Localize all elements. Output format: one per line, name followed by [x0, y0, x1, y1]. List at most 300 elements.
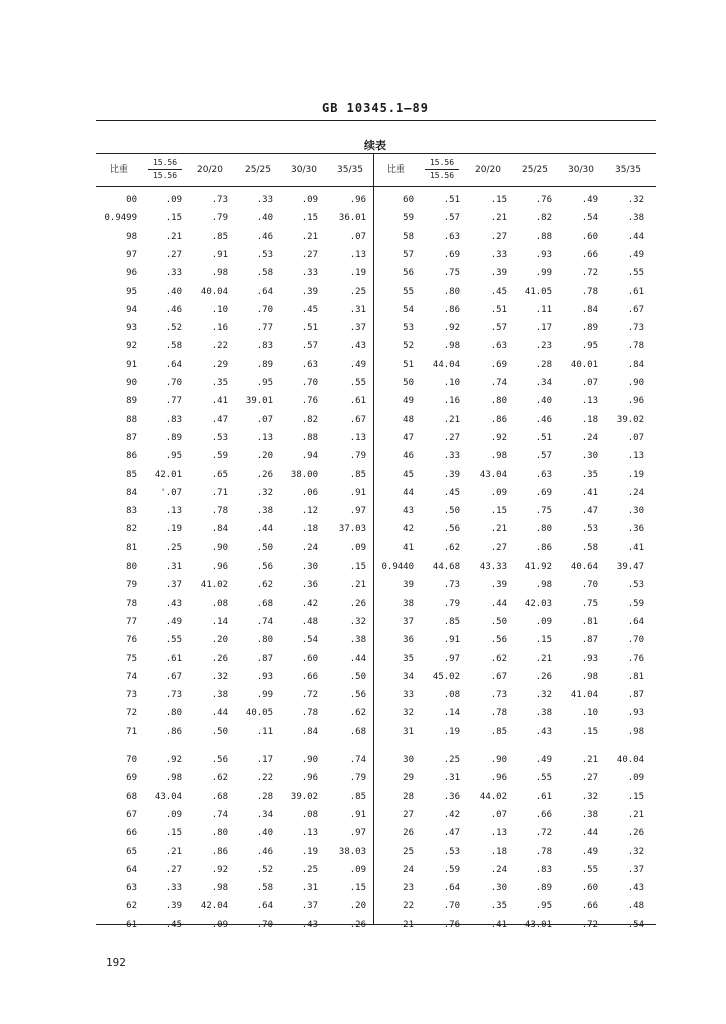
value-cell: .85: [349, 469, 366, 480]
value-cell: .18: [301, 524, 318, 535]
value-cell: .10: [443, 378, 460, 388]
value-cell: 42.01: [154, 469, 182, 480]
value-cell: .76: [535, 195, 552, 205]
value-cell: .22: [211, 341, 228, 352]
value-cell: 37.03: [338, 524, 366, 535]
value-cell: .47: [211, 414, 228, 425]
value-cell: .13: [349, 249, 366, 260]
value-cell: .74: [211, 809, 228, 820]
specific-gravity-cell: 76: [126, 635, 137, 646]
header-sg-right: 比重: [386, 165, 405, 175]
value-cell: .75: [443, 268, 460, 279]
value-cell: .19: [165, 524, 182, 535]
value-cell: 39.02: [290, 791, 318, 802]
value-cell: .85: [443, 616, 460, 627]
value-cell: .09: [301, 195, 318, 205]
value-cell: .55: [627, 268, 644, 279]
value-cell: .53: [581, 524, 598, 535]
value-cell: .49: [349, 359, 366, 370]
value-cell: .80: [535, 524, 552, 535]
specific-gravity-cell: 30: [403, 755, 414, 765]
table-top-rule: [96, 153, 656, 154]
value-cell: .70: [256, 304, 273, 315]
value-cell: .27: [490, 542, 507, 553]
value-cell: .54: [301, 635, 318, 646]
value-cell: .15: [165, 213, 182, 224]
value-cell: .97: [349, 828, 366, 839]
value-cell: .66: [301, 671, 318, 682]
value-cell: .93: [627, 708, 644, 719]
specific-gravity-cell: 37: [403, 616, 414, 627]
value-cell: .56: [443, 524, 460, 535]
value-cell: .90: [301, 755, 318, 765]
specific-gravity-cell: 65: [126, 846, 137, 857]
value-cell: .21: [443, 414, 460, 425]
specific-gravity-cell: 83: [126, 506, 137, 517]
value-cell: .31: [443, 773, 460, 784]
value-cell: .82: [301, 414, 318, 425]
value-cell: .32: [535, 690, 552, 701]
specific-gravity-cell: 89: [126, 396, 137, 407]
value-cell: .86: [211, 846, 228, 857]
value-cell: .88: [535, 231, 552, 242]
value-cell: .60: [581, 231, 598, 242]
specific-gravity-cell: 81: [126, 542, 137, 553]
value-cell: .11: [535, 304, 552, 315]
value-cell: .87: [627, 690, 644, 701]
value-cell: .73: [490, 690, 507, 701]
value-cell: .53: [443, 846, 460, 857]
specific-gravity-cell: 0.9440: [381, 562, 414, 572]
value-cell: .68: [349, 726, 366, 737]
value-cell: .48: [627, 901, 644, 912]
value-cell: .21: [490, 524, 507, 535]
specific-gravity-cell: 0.9499: [104, 213, 137, 224]
value-cell: .72: [581, 268, 598, 279]
value-cell: .91: [211, 249, 228, 260]
specific-gravity-cell: 98: [126, 231, 137, 242]
specific-gravity-cell: 84: [126, 487, 137, 498]
frac-line: [425, 169, 459, 170]
value-cell: 38.03: [338, 846, 366, 857]
value-cell: .78: [301, 708, 318, 719]
value-cell: .17: [535, 323, 552, 334]
value-cell: .45: [165, 919, 182, 930]
value-cell: .72: [581, 919, 598, 930]
specific-gravity-cell: 21: [403, 919, 414, 930]
specific-gravity-cell: 31: [403, 726, 414, 737]
value-cell: .98: [581, 671, 598, 682]
value-cell: .66: [581, 249, 598, 260]
value-cell: .53: [627, 580, 644, 591]
value-cell: .79: [211, 213, 228, 224]
standard-header: GB 10345.1—89: [322, 101, 429, 115]
value-cell: 39.01: [245, 396, 273, 407]
value-cell: 40.64: [570, 562, 598, 572]
value-cell: .11: [256, 726, 273, 737]
specific-gravity-cell: 66: [126, 828, 137, 839]
value-cell: .19: [349, 268, 366, 279]
value-cell: .33: [256, 195, 273, 205]
value-cell: .36: [443, 791, 460, 802]
value-cell: .44: [581, 828, 598, 839]
value-cell: .30: [627, 506, 644, 517]
specific-gravity-cell: 25: [403, 846, 414, 857]
value-cell: .57: [535, 451, 552, 462]
specific-gravity-cell: 52: [403, 341, 414, 352]
header-1556-right: [425, 158, 459, 181]
value-cell: .98: [535, 580, 552, 591]
value-cell: .84: [301, 726, 318, 737]
value-cell: .35: [211, 378, 228, 388]
value-cell: .57: [443, 213, 460, 224]
value-cell: .27: [165, 864, 182, 875]
value-cell: .68: [256, 598, 273, 609]
value-cell: .26: [256, 469, 273, 480]
value-cell: .61: [535, 791, 552, 802]
specific-gravity-cell: 87: [126, 432, 137, 443]
value-cell: .26: [627, 828, 644, 839]
value-cell: .60: [581, 883, 598, 894]
value-cell: .86: [490, 414, 507, 425]
value-cell: .16: [443, 396, 460, 407]
value-cell: 43.04: [154, 791, 182, 802]
value-cell: .33: [301, 268, 318, 279]
value-cell: .88: [301, 432, 318, 443]
value-cell: .75: [535, 506, 552, 517]
specific-gravity-cell: 29: [403, 773, 414, 784]
value-cell: .77: [165, 396, 182, 407]
value-cell: .55: [165, 635, 182, 646]
value-cell: .92: [165, 755, 182, 765]
specific-gravity-cell: 27: [403, 809, 414, 820]
value-cell: .19: [443, 726, 460, 737]
value-cell: .55: [535, 773, 552, 784]
value-cell: .39: [165, 901, 182, 912]
value-cell: .13: [349, 432, 366, 443]
value-cell: .08: [211, 598, 228, 609]
value-cell: .79: [349, 773, 366, 784]
value-cell: 36.01: [338, 213, 366, 224]
specific-gravity-cell: 56: [403, 268, 414, 279]
value-cell: .15: [301, 213, 318, 224]
value-cell: .67: [165, 671, 182, 682]
header-3535-left: 35/35: [337, 165, 363, 175]
specific-gravity-cell: 35: [403, 653, 414, 664]
header-rule: [96, 120, 656, 121]
value-cell: .40: [535, 396, 552, 407]
value-cell: .48: [301, 616, 318, 627]
value-cell: .66: [581, 901, 598, 912]
specific-gravity-cell: 72: [126, 708, 137, 719]
value-cell: .64: [443, 883, 460, 894]
value-cell: .27: [443, 432, 460, 443]
specific-gravity-cell: 50: [403, 378, 414, 388]
specific-gravity-cell: 62: [126, 901, 137, 912]
value-cell: .16: [211, 323, 228, 334]
value-cell: .27: [581, 773, 598, 784]
specific-gravity-cell: 92: [126, 341, 137, 352]
value-cell: .62: [211, 773, 228, 784]
value-cell: .97: [349, 506, 366, 517]
value-cell: .07: [627, 432, 644, 443]
value-cell: .21: [165, 231, 182, 242]
specific-gravity-cell: 70: [126, 755, 137, 765]
value-cell: .25: [301, 864, 318, 875]
specific-gravity-cell: 85: [126, 469, 137, 480]
value-cell: .44: [256, 524, 273, 535]
value-cell: .24: [581, 432, 598, 443]
value-cell: .44: [490, 598, 507, 609]
value-cell: .62: [443, 542, 460, 553]
value-cell: .87: [256, 653, 273, 664]
value-cell: .46: [256, 231, 273, 242]
value-cell: .73: [165, 690, 182, 701]
value-cell: .70: [165, 378, 182, 388]
value-cell: .26: [211, 653, 228, 664]
value-cell: .41: [581, 487, 598, 498]
value-cell: .63: [443, 231, 460, 242]
value-cell: .30: [581, 451, 598, 462]
value-cell: .51: [490, 304, 507, 315]
value-cell: .98: [211, 883, 228, 894]
value-cell: .10: [211, 304, 228, 315]
value-cell: .50: [256, 542, 273, 553]
header-3030-right: 30/30: [568, 165, 594, 175]
value-cell: 44.02: [479, 791, 507, 802]
value-cell: .21: [165, 846, 182, 857]
value-cell: .78: [211, 506, 228, 517]
value-cell: .36: [627, 524, 644, 535]
value-cell: .93: [535, 249, 552, 260]
value-cell: .79: [349, 451, 366, 462]
value-cell: .33: [165, 883, 182, 894]
value-cell: .53: [256, 249, 273, 260]
specific-gravity-cell: 48: [403, 414, 414, 425]
specific-gravity-cell: 44: [403, 487, 414, 498]
value-cell: .50: [349, 671, 366, 682]
value-cell: .73: [443, 580, 460, 591]
value-cell: 40.01: [570, 359, 598, 370]
frac-den: 15.56: [429, 171, 455, 180]
value-cell: .96: [349, 195, 366, 205]
value-cell: .44: [211, 708, 228, 719]
header-2020-left: 20/20: [197, 165, 223, 175]
value-cell: .49: [581, 195, 598, 205]
specific-gravity-cell: 46: [403, 451, 414, 462]
value-cell: .63: [535, 469, 552, 480]
value-cell: .26: [535, 671, 552, 682]
value-cell: .56: [349, 690, 366, 701]
value-cell: .67: [490, 671, 507, 682]
value-cell: .76: [627, 653, 644, 664]
value-cell: .72: [301, 690, 318, 701]
specific-gravity-cell: 77: [126, 616, 137, 627]
value-cell: .84: [627, 359, 644, 370]
value-cell: .63: [490, 341, 507, 352]
value-cell: .69: [535, 487, 552, 498]
value-cell: 40.04: [616, 755, 644, 765]
page-number: 192: [106, 956, 126, 969]
specific-gravity-cell: 94: [126, 304, 137, 315]
value-cell: 43.01: [524, 919, 552, 930]
value-cell: .74: [490, 378, 507, 388]
value-cell: .62: [349, 708, 366, 719]
value-cell: .50: [490, 616, 507, 627]
value-cell: .09: [349, 864, 366, 875]
value-cell: .95: [165, 451, 182, 462]
value-cell: .49: [165, 616, 182, 627]
value-cell: .15: [349, 562, 366, 572]
value-cell: .81: [581, 616, 598, 627]
specific-gravity-cell: 86: [126, 451, 137, 462]
value-cell: .67: [349, 414, 366, 425]
value-cell: .58: [581, 542, 598, 553]
value-cell: 43.04: [479, 469, 507, 480]
value-cell: .67: [627, 304, 644, 315]
value-cell: .68: [211, 791, 228, 802]
value-cell: .09: [535, 616, 552, 627]
value-cell: .34: [535, 378, 552, 388]
specific-gravity-cell: 59: [403, 213, 414, 224]
value-cell: .98: [211, 268, 228, 279]
value-cell: .38: [211, 690, 228, 701]
value-cell: .98: [165, 773, 182, 784]
value-cell: .13: [581, 396, 598, 407]
value-cell: .49: [535, 755, 552, 765]
specific-gravity-cell: 26: [403, 828, 414, 839]
specific-gravity-cell: 38: [403, 598, 414, 609]
specific-gravity-cell: 71: [126, 726, 137, 737]
specific-gravity-cell: 42: [403, 524, 414, 535]
value-cell: .15: [490, 195, 507, 205]
value-cell: .21: [490, 213, 507, 224]
value-cell: .64: [627, 616, 644, 627]
value-cell: .89: [581, 323, 598, 334]
value-cell: .36: [301, 580, 318, 591]
value-cell: .23: [535, 341, 552, 352]
value-cell: .40: [165, 286, 182, 297]
value-cell: .83: [256, 341, 273, 352]
column-header-rule: [96, 186, 656, 187]
value-cell: .13: [301, 828, 318, 839]
value-cell: .40: [256, 828, 273, 839]
value-cell: .37: [349, 323, 366, 334]
value-cell: .99: [535, 268, 552, 279]
specific-gravity-cell: 28: [403, 791, 414, 802]
value-cell: .78: [490, 708, 507, 719]
value-cell: .20: [349, 901, 366, 912]
value-cell: 41.02: [200, 580, 228, 591]
value-cell: .07: [256, 414, 273, 425]
specific-gravity-cell: 91: [126, 359, 137, 370]
value-cell: .24: [301, 542, 318, 553]
specific-gravity-cell: 75: [126, 653, 137, 664]
value-cell: .96: [627, 396, 644, 407]
value-cell: .38: [256, 506, 273, 517]
header-3030-left: 30/30: [291, 165, 317, 175]
value-cell: .39: [301, 286, 318, 297]
header-sg-left: 比重: [109, 165, 128, 175]
value-cell: .89: [535, 883, 552, 894]
value-cell: .38: [581, 809, 598, 820]
specific-gravity-cell: 33: [403, 690, 414, 701]
value-cell: .09: [165, 195, 182, 205]
value-cell: .98: [627, 726, 644, 737]
specific-gravity-cell: 51: [403, 359, 414, 370]
value-cell: .61: [627, 286, 644, 297]
value-cell: .46: [535, 414, 552, 425]
value-cell: .41: [211, 396, 228, 407]
value-cell: .14: [443, 708, 460, 719]
value-cell: .82: [535, 213, 552, 224]
value-cell: .15: [581, 726, 598, 737]
value-cell: .80: [490, 396, 507, 407]
header-1556-left: [148, 158, 182, 181]
specific-gravity-cell: 54: [403, 304, 414, 315]
value-cell: .21: [627, 809, 644, 820]
value-cell: 41.05: [524, 286, 552, 297]
value-cell: .32: [581, 791, 598, 802]
value-cell: .85: [211, 231, 228, 242]
value-cell: .70: [627, 635, 644, 646]
value-cell: .86: [535, 542, 552, 553]
value-cell: .32: [349, 616, 366, 627]
value-cell: .10: [581, 708, 598, 719]
value-cell: .78: [535, 846, 552, 857]
specific-gravity-cell: 43: [403, 506, 414, 517]
header-2525-left: 25/25: [245, 165, 271, 175]
value-cell: .15: [490, 506, 507, 517]
value-cell: .44: [627, 231, 644, 242]
value-cell: .80: [211, 828, 228, 839]
value-cell: .34: [256, 809, 273, 820]
value-cell: '.07: [160, 487, 182, 498]
specific-gravity-cell: 82: [126, 524, 137, 535]
value-cell: .18: [490, 846, 507, 857]
value-cell: .15: [627, 791, 644, 802]
value-cell: .43: [349, 341, 366, 352]
value-cell: 42.04: [200, 901, 228, 912]
value-cell: .24: [627, 487, 644, 498]
value-cell: .92: [443, 323, 460, 334]
value-cell: .31: [301, 883, 318, 894]
value-cell: .74: [256, 616, 273, 627]
value-cell: .69: [443, 249, 460, 260]
specific-gravity-cell: 57: [403, 249, 414, 260]
value-cell: .31: [165, 562, 182, 572]
value-cell: .56: [490, 635, 507, 646]
value-cell: .13: [490, 828, 507, 839]
specific-gravity-cell: 39: [403, 580, 414, 591]
specific-gravity-cell: 24: [403, 864, 414, 875]
value-cell: .80: [443, 286, 460, 297]
value-cell: .47: [443, 828, 460, 839]
value-cell: .09: [490, 487, 507, 498]
value-cell: .71: [211, 487, 228, 498]
header-2525-right: 25/25: [522, 165, 548, 175]
value-cell: .55: [349, 378, 366, 388]
value-cell: .29: [211, 359, 228, 370]
value-cell: .90: [490, 755, 507, 765]
value-cell: 40.05: [245, 708, 273, 719]
value-cell: .45: [301, 304, 318, 315]
value-cell: .70: [581, 580, 598, 591]
value-cell: 45.02: [432, 671, 460, 682]
value-cell: .46: [256, 846, 273, 857]
specific-gravity-cell: 69: [126, 773, 137, 784]
value-cell: .31: [349, 304, 366, 315]
